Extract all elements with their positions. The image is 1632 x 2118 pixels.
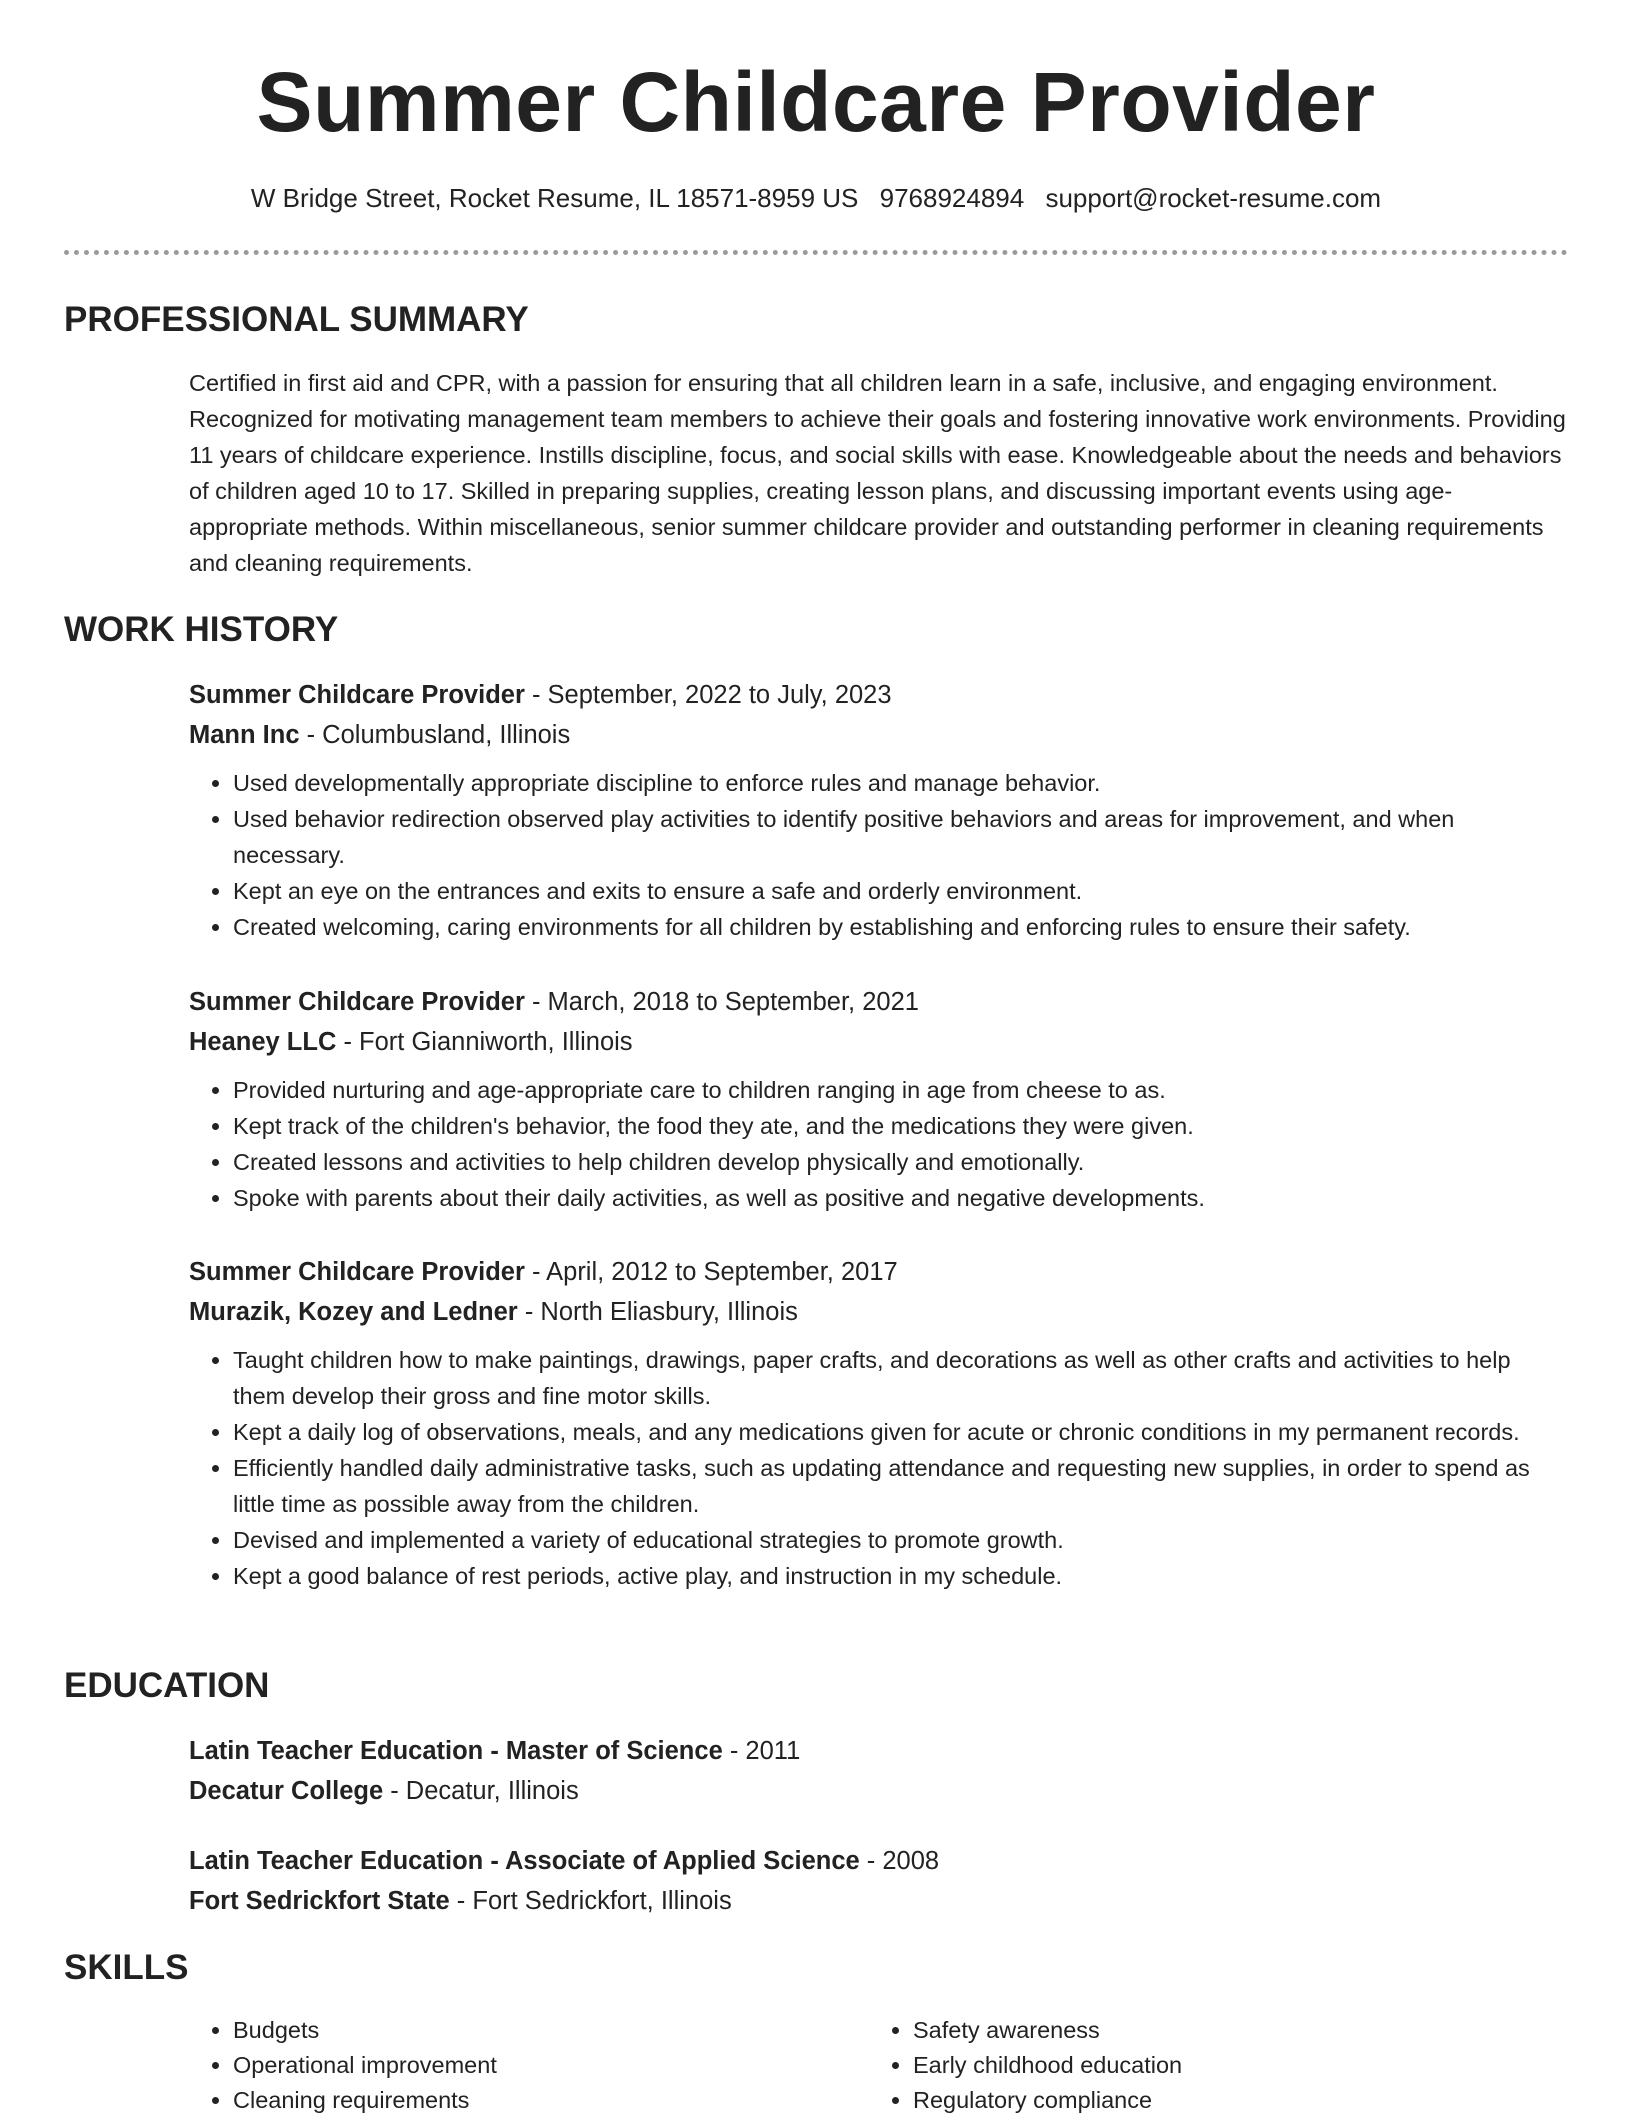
- job-bullet: • Kept an eye on the entrances and exits to ensure a safe and orderly environment.: [233, 873, 1569, 909]
- skills-column-right: [869, 2013, 1509, 2118]
- job-company-line: [189, 1292, 1569, 1332]
- job-bullets: [189, 1072, 1569, 1216]
- job-entry: [189, 982, 1569, 1216]
- job-company: Heaney LLC: [189, 1028, 337, 1056]
- skill-item: • Cleaning requirements: [233, 2083, 829, 2118]
- education-school: Decatur College: [189, 1777, 384, 1805]
- job-title-line: [189, 982, 1569, 1022]
- education-year: - 2008: [859, 1847, 940, 1875]
- job-bullet: • Taught children how to make paintings, drawings, paper crafts, and decorations as well as other crafts and activities to help them develop their gross and fine motor skills.: [233, 1342, 1569, 1414]
- candidate-name: Summer Childcare Provider: [256, 55, 1376, 149]
- section-title-education: EDUCATION: [64, 1666, 270, 1705]
- job-company: Murazik, Kozey and Ledner: [189, 1298, 518, 1326]
- education-degree-line: [189, 1841, 1569, 1881]
- skill-item: • Budgets: [233, 2013, 829, 2048]
- job-bullet: • Devised and implemented a variety of educational strategies to promote growth.: [233, 1522, 1569, 1558]
- job-bullet: • Created lessons and activities to help children develop physically and emotionally.: [233, 1144, 1569, 1180]
- job-title-line: [189, 675, 1569, 715]
- job-role: Summer Childcare Provider: [189, 1258, 525, 1286]
- job-bullet: • Created welcoming, caring environments for all children by establishing and enforcing rules to ensure their safety.: [233, 909, 1569, 945]
- job-role: Summer Childcare Provider: [189, 681, 525, 709]
- section-title-work-history: WORK HISTORY: [64, 610, 339, 649]
- contact-phone: 9768924894: [879, 183, 1025, 213]
- job-bullet: • Used developmentally appropriate discipline to enforce rules and manage behavior.: [233, 765, 1569, 801]
- summary-text: Certified in first aid and CPR, with a passion for ensuring that all children learn in a safe, inclusive, and engaging environment. Recognized for motivating management team members to achieve their goals and fostering innovative work environments. Providing 11 years of childcare experience. Instills discipline, focus, and social skills with ease. Knowledgeable about the needs and behaviors of children aged 10 to 17. Skilled in preparing supplies, creating lesson plans, and discussing important events using age-appropriate methods. Within miscellaneous, senior summer childcare provider and outstanding performer in cleaning requirements and cleaning requirements.: [189, 370, 1566, 576]
- job-bullet: • Provided nurturing and age-appropriate care to children ranging in age from cheese to as.: [233, 1072, 1569, 1108]
- skill-item: • Safety awareness: [913, 2013, 1509, 2048]
- job-bullet: • Kept track of the children's behavior, the food they ate, and the medications they were given.: [233, 1108, 1569, 1144]
- contact-address: W Bridge Street, Rocket Resume, IL 18571-8959 US: [250, 183, 859, 213]
- job-company-line: [189, 715, 1569, 755]
- education-degree: Latin Teacher Education - Master of Science: [189, 1737, 723, 1765]
- education-location: - Fort Sedrickfort, Illinois: [449, 1887, 732, 1915]
- job-location: - Columbusland, Illinois: [299, 721, 571, 749]
- education-entry: [189, 1731, 1569, 1811]
- job-bullet: • Kept a daily log of observations, meals, and any medications given for acute or chronic conditions in my permanent records.: [233, 1414, 1569, 1450]
- job-dates: - April, 2012 to September, 2017: [524, 1258, 898, 1286]
- job-entry: [189, 1252, 1569, 1594]
- job-bullets: [189, 1342, 1569, 1594]
- job-title-line: [189, 1252, 1569, 1292]
- job-bullets: [189, 765, 1569, 945]
- job-company-line: [189, 1022, 1569, 1062]
- job-bullet: • Efficiently handled daily administrative tasks, such as updating attendance and requesting new supplies, in order to spend as little time as possible away from the children.: [233, 1450, 1569, 1522]
- job-entry: [189, 675, 1569, 945]
- skill-item: • Regulatory compliance: [913, 2083, 1509, 2118]
- section-title-summary: PROFESSIONAL SUMMARY: [64, 300, 529, 339]
- skill-item: • Early childhood education: [913, 2048, 1509, 2083]
- job-company: Mann Inc: [189, 721, 300, 749]
- job-bullet: • Kept a good balance of rest periods, active play, and instruction in my schedule.: [233, 1558, 1569, 1594]
- skill-item: • Operational improvement: [233, 2048, 829, 2083]
- header-divider: [64, 250, 1568, 255]
- education-location: - Decatur, Illinois: [383, 1777, 579, 1805]
- education-school-line: [189, 1771, 1569, 1811]
- job-location: - Fort Gianniworth, Illinois: [336, 1028, 633, 1056]
- job-location: - North Eliasbury, Illinois: [517, 1298, 798, 1326]
- job-bullet: • Spoke with parents about their daily activities, as well as positive and negative developments.: [233, 1180, 1569, 1216]
- contact-email: support@rocket-resume.com: [1045, 183, 1382, 213]
- job-dates: - March, 2018 to September, 2021: [524, 988, 919, 1016]
- summary-block: [189, 365, 1569, 581]
- education-year: - 2011: [722, 1737, 801, 1765]
- job-bullet: • Used behavior redirection observed play activities to identify positive behaviors and areas for improvement, and when necessary.: [233, 801, 1569, 873]
- education-school-line: [189, 1881, 1569, 1921]
- education-entry: [189, 1841, 1569, 1921]
- education-degree-line: [189, 1731, 1569, 1771]
- education-degree: Latin Teacher Education - Associate of Applied Science: [189, 1847, 860, 1875]
- education-school: Fort Sedrickfort State: [189, 1887, 450, 1915]
- skills-column-left: [189, 2013, 829, 2118]
- job-role: Summer Childcare Provider: [189, 988, 525, 1016]
- contact-line: [0, 180, 1632, 216]
- section-title-skills: SKILLS: [64, 1948, 189, 1987]
- job-dates: - September, 2022 to July, 2023: [524, 681, 892, 709]
